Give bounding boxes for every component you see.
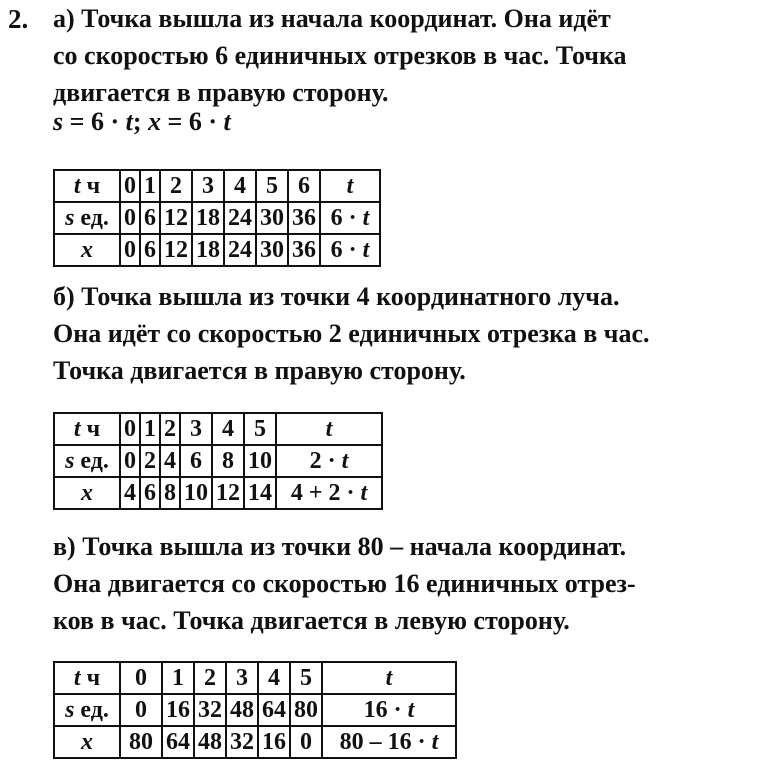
table-cell: 32 [194, 694, 226, 726]
table-cell: 24 [224, 234, 256, 266]
row-label-distance [54, 445, 120, 477]
formula-s-var: s [53, 107, 64, 136]
part-c-line: в) Точка вышла из точки 80 – начала координат. [53, 532, 627, 561]
table-cell: 3 [226, 662, 258, 694]
table-cell: 2 [140, 445, 160, 477]
table-cell: 48 [194, 726, 226, 758]
table-cell: 24 [224, 202, 256, 234]
table-cell: 0 [120, 170, 140, 202]
row-label-time [54, 662, 120, 694]
problem-number: 2. [8, 4, 29, 34]
label-var: t [73, 173, 81, 199]
label-unit: ч [80, 665, 101, 691]
table-cell: 10 [180, 477, 212, 509]
formula-var: t [341, 448, 349, 474]
table-cell: 0 [120, 445, 140, 477]
formula-s-expr: = 6 · [63, 107, 126, 136]
table-cell: 6 [288, 170, 320, 202]
table-cell-formula [320, 170, 380, 202]
label-unit: ед. [74, 697, 109, 723]
table-cell: 5 [290, 662, 322, 694]
part-c-text [53, 528, 758, 639]
table-cell: 16 [258, 726, 290, 758]
label-var: t [73, 416, 81, 442]
formula-t-var: t [125, 107, 133, 136]
table-cell: 36 [288, 202, 320, 234]
formula-var: t [407, 697, 415, 723]
table-cell: 0 [120, 202, 140, 234]
table-cell: 3 [180, 413, 212, 445]
table-cell: 8 [212, 445, 244, 477]
table-cell: 1 [140, 170, 160, 202]
table-cell: 36 [288, 234, 320, 266]
table-row-time [54, 413, 382, 445]
table-cell: 5 [244, 413, 276, 445]
table-row-coordinate [54, 234, 380, 266]
table-cell: 80 [290, 694, 322, 726]
table-cell: 2 [160, 413, 180, 445]
table-cell: 30 [256, 202, 288, 234]
table-cell: 6 [140, 477, 160, 509]
table-cell: 4 [120, 477, 140, 509]
table-row-time [54, 662, 456, 694]
table-cell-formula [322, 662, 456, 694]
part-b-table [53, 412, 383, 510]
formula-x-var: x [148, 107, 162, 136]
table-cell: 64 [258, 694, 290, 726]
table-row-distance [54, 694, 456, 726]
table-cell: 14 [244, 477, 276, 509]
table-cell: 0 [120, 234, 140, 266]
formula-expr: 6 · [330, 205, 363, 231]
table-cell: 16 [162, 694, 194, 726]
row-label-coordinate [54, 234, 120, 266]
label-unit: ч [80, 173, 101, 199]
label-var: s [65, 205, 75, 231]
table-cell: 12 [212, 477, 244, 509]
formula-expr: 16 · [363, 697, 408, 723]
table-cell: 2 [160, 170, 192, 202]
formula-x-expr: = 6 · [161, 107, 224, 136]
part-a-line: со скоростью 6 единичных отрезков в час. Точка [53, 41, 627, 70]
table-cell: 0 [290, 726, 322, 758]
formula-var: t [431, 729, 439, 755]
label-var: t [73, 665, 81, 691]
formula-var: t [362, 205, 370, 231]
part-a-line: двигается в правую сторону. [53, 78, 389, 107]
table-cell: 12 [160, 234, 192, 266]
table-cell: 18 [192, 234, 224, 266]
table-cell: 0 [120, 694, 162, 726]
table-cell: 30 [256, 234, 288, 266]
formula-var: t [362, 237, 370, 263]
table-cell: 6 [140, 202, 160, 234]
part-b-line: Она идёт со скоростью 2 единичных отрезка в час. [53, 319, 650, 348]
table-cell: 4 [258, 662, 290, 694]
table-cell-formula [276, 445, 382, 477]
formula-var: t [325, 416, 333, 442]
label-var: x [81, 729, 93, 755]
formula-separator: ; [132, 107, 149, 136]
part-a-text [53, 0, 758, 111]
table-cell: 10 [244, 445, 276, 477]
row-label-distance [54, 202, 120, 234]
table-cell-formula [320, 202, 380, 234]
table-cell-formula [276, 477, 382, 509]
part-b-line: б) Точка вышла из точки 4 координатного луча. [53, 282, 620, 311]
part-c-table [53, 661, 457, 759]
formula-var: t [385, 665, 393, 691]
row-label-coordinate [54, 477, 120, 509]
table-cell: 0 [120, 413, 140, 445]
table-row-distance [54, 445, 382, 477]
table-cell: 8 [160, 477, 180, 509]
part-a-formula [53, 107, 231, 137]
formula-var: t [360, 480, 368, 506]
formula-expr: 2 · [309, 448, 342, 474]
table-cell: 1 [162, 662, 194, 694]
row-label-time [54, 413, 120, 445]
part-c-line: Она двигается со скоростью 16 единичных отрез- [53, 569, 636, 598]
table-row-time [54, 170, 380, 202]
table-cell: 18 [192, 202, 224, 234]
table-cell: 2 [194, 662, 226, 694]
table-cell: 32 [226, 726, 258, 758]
label-unit: ед. [74, 205, 109, 231]
row-label-distance [54, 694, 120, 726]
label-unit: ед. [74, 448, 109, 474]
table-cell-formula [320, 234, 380, 266]
formula-var: t [346, 173, 354, 199]
table-cell-formula [276, 413, 382, 445]
row-label-time [54, 170, 120, 202]
table-cell: 3 [192, 170, 224, 202]
part-b-line: Точка двигается в правую сторону. [53, 356, 466, 385]
formula-expr: 6 · [330, 237, 363, 263]
part-a-line: а) Точка вышла из начала координат. Она идёт [53, 4, 611, 33]
table-cell: 6 [140, 234, 160, 266]
table-row-coordinate [54, 477, 382, 509]
part-b-text [53, 278, 758, 389]
label-var: s [65, 448, 75, 474]
part-c-line: ков в час. Точка двигается в левую сторону. [53, 606, 570, 635]
formula-expr: 80 – 16 · [339, 729, 432, 755]
table-cell: 5 [256, 170, 288, 202]
table-cell: 80 [120, 726, 162, 758]
label-var: x [81, 237, 93, 263]
label-var: s [65, 697, 75, 723]
table-cell: 48 [226, 694, 258, 726]
table-cell: 4 [160, 445, 180, 477]
table-cell-formula [322, 694, 456, 726]
table-cell: 4 [224, 170, 256, 202]
table-cell: 12 [160, 202, 192, 234]
part-a-table [53, 169, 381, 267]
table-row-coordinate [54, 726, 456, 758]
table-row-distance [54, 202, 380, 234]
table-cell: 6 [180, 445, 212, 477]
label-var: x [81, 480, 93, 506]
table-cell: 1 [140, 413, 160, 445]
label-unit: ч [80, 416, 101, 442]
table-cell-formula [322, 726, 456, 758]
formula-t-var: t [223, 107, 231, 136]
table-cell: 64 [162, 726, 194, 758]
formula-expr: 4 + 2 · [290, 480, 361, 506]
table-cell: 0 [120, 662, 162, 694]
table-cell: 4 [212, 413, 244, 445]
row-label-coordinate [54, 726, 120, 758]
